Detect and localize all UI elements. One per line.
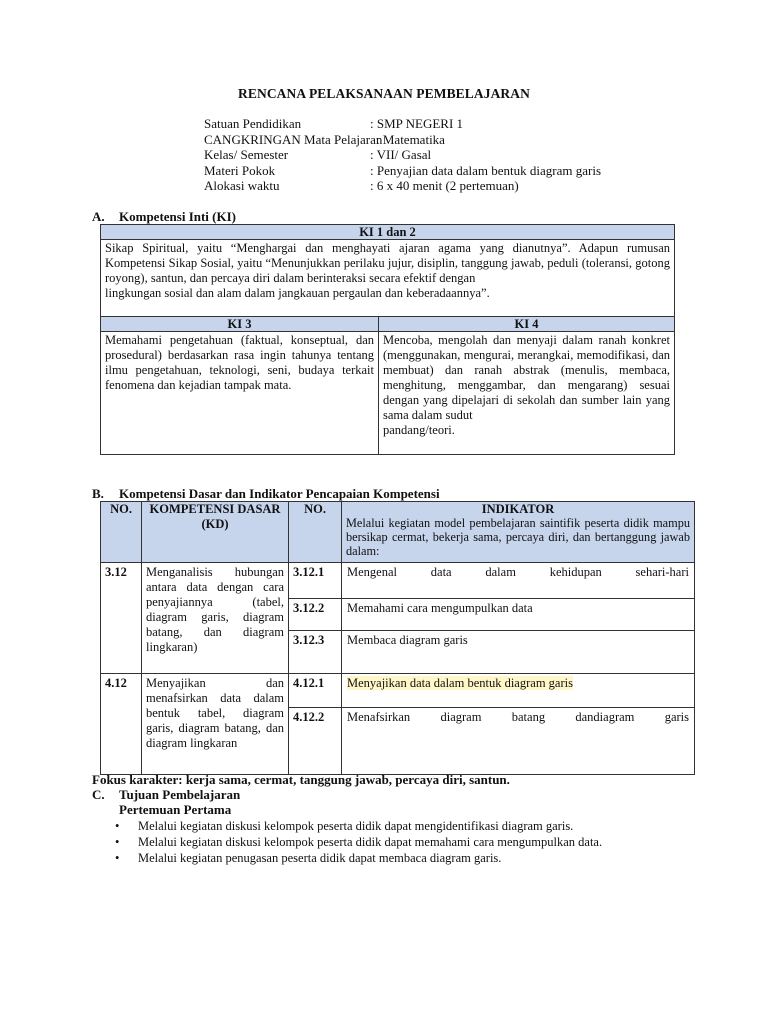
section-c-heading <box>92 787 240 803</box>
section-a-heading <box>92 209 236 225</box>
ki3-header: KI 3 <box>101 317 379 332</box>
list-item-text: Melalui kegiatan diskusi kelompok peserta didik dapat memahami cara mengumpulkan data. <box>138 835 603 849</box>
bullet-icon: • <box>115 835 120 849</box>
section-b-heading <box>92 486 440 502</box>
ki12-header: KI 1 dan 2 <box>101 225 675 240</box>
list-item <box>112 834 602 850</box>
ki12-cell <box>101 240 675 317</box>
identity-value: : Matematika <box>376 132 445 147</box>
ki-table <box>100 224 675 455</box>
col-no-label: NO. <box>110 502 132 516</box>
identity-value: : VII/ Gasal <box>370 147 432 162</box>
identity-value: : 6 x 40 menit (2 pertemuan) <box>370 178 519 193</box>
section-letter: A. <box>92 209 105 224</box>
kd-number: 4.12 <box>101 674 142 775</box>
indicator-code: 3.12.3 <box>289 631 342 674</box>
indicator-code: 3.12.1 <box>289 563 342 599</box>
indicator-code: 4.12.2 <box>289 708 342 775</box>
indicator-text: Membaca diagram garis <box>342 631 695 674</box>
col-indikator-sub: Melalui kegiatan model pembelajaran saintifik peserta didik mampu bersikap cermat, bekerja sama, percaya diri, dan bertanggung jawab dalam: <box>346 516 690 558</box>
bullet-icon: • <box>115 851 120 865</box>
indicator-text: Menafsirkan diagram batang dandiagram garis <box>347 710 689 724</box>
section-title: Kompetensi Inti (KI) <box>119 209 236 224</box>
indicator-cell <box>342 563 695 599</box>
indicator-text: Mengenal data dalam kehidupan sehari-hari <box>347 565 689 579</box>
identity-label: Materi Pokok <box>204 163 276 178</box>
ki3-text: Memahami pengetahuan (faktual, konseptual, dan prosedural) berdasarkan rasa ingin tahunya tentang ilmu pengetahuan, teknologi, seni, budaya terkait fenomena dan kejadian tampak mata. <box>105 333 374 392</box>
identity-value: : SMP NEGERI 1 <box>370 116 464 131</box>
ki4-text-end: pandang/teori. <box>383 423 455 437</box>
kd-text: Menganalisis hubungan antara data dengan cara penyajiannya (tabel, diagram garis, diagram batang, dan diagram lingkaran) <box>146 565 284 654</box>
identity-label: Alokasi waktu <box>204 178 280 193</box>
section-letter: B. <box>92 486 104 501</box>
list-item-text: Melalui kegiatan penugasan peserta didik dapat membaca diagram garis. <box>138 851 502 865</box>
identity-label: Kelas/ Semester <box>204 147 289 162</box>
section-c-subtitle: Pertemuan Pertama <box>119 802 232 817</box>
identity-label: Satuan Pendidikan <box>204 116 302 131</box>
kd-cell <box>142 563 289 674</box>
section-letter: C. <box>92 787 105 802</box>
indicator-text: Menyajikan data dalam bentuk diagram garis <box>347 676 573 690</box>
bullet-icon: • <box>115 819 120 833</box>
col-no-header <box>101 502 142 563</box>
list-item <box>112 818 602 834</box>
ki4-cell <box>379 332 675 455</box>
col-kd-header <box>142 502 289 563</box>
ki12-text: Sikap Spiritual, yaitu “Menghargai dan menghayati ajaran agama yang dianutnya”. Adapun rumusan Kompetensi Sikap Sosial, yaitu “Menunjukkan perilaku jujur, disiplin, tanggung jawab, peduli (toleransi, gotong royong), santun, dan percaya diri dalam berinteraksi secara efektif dengan <box>105 241 670 285</box>
col-indikator-header <box>342 502 695 563</box>
identity-label: CANGKRINGAN Mata Pelajaran <box>204 132 383 147</box>
list-item <box>112 850 602 866</box>
ki4-text: Mencoba, mengolah dan menyaji dalam ranah konkret (menggunakan, mengurai, merangkai, memodifikasi, dan membuat) dan ranah abstrak (menulis, membaca, menghitung, menggambar, dan mengarang) sesuai dengan yang dipelajari di sekolah dan sumber lain yang sama dalam sudut <box>383 333 670 422</box>
document-title: RENCANA PELAKSANAAN PEMBELAJARAN <box>238 86 530 101</box>
col-no2-label: NO. <box>304 502 326 516</box>
identity-value: : Penyajian data dalam bentuk diagram garis <box>370 163 602 178</box>
kd-cell <box>142 674 289 775</box>
ki3-cell <box>101 332 379 455</box>
indicator-cell <box>342 674 695 708</box>
col-indikator-label: INDIKATOR <box>481 502 555 516</box>
section-title: Tujuan Pembelajaran <box>119 787 241 802</box>
col-kd-label: KOMPETENSI DASAR (KD) <box>149 502 281 531</box>
kd-number: 3.12 <box>101 563 142 674</box>
col-no2-header <box>289 502 342 563</box>
ki4-header: KI 4 <box>379 317 675 332</box>
indicator-code: 4.12.1 <box>289 674 342 708</box>
kd-text: Menyajikan dan menafsirkan data dalam bentuk tabel, diagram garis, diagram batang, dan diagram lingkaran <box>146 676 284 750</box>
kd-table <box>100 501 695 775</box>
focus-karakter: Fokus karakter: kerja sama, cermat, tanggung jawab, percaya diri, santun. <box>92 772 510 787</box>
indicator-text: Memahami cara mengumpulkan data <box>342 599 695 631</box>
indicator-code: 3.12.2 <box>289 599 342 631</box>
ki12-text-end: lingkungan sosial dan alam dalam jangkauan pergaulan dan keberadaannya”. <box>105 286 490 300</box>
list-item-text: Melalui kegiatan diskusi kelompok peserta didik dapat mengidentifikasi diagram garis. <box>138 819 574 833</box>
objective-list <box>112 818 602 866</box>
section-title: Kompetensi Dasar dan Indikator Pencapaian Kompetensi <box>119 486 440 501</box>
indicator-cell <box>342 708 695 775</box>
